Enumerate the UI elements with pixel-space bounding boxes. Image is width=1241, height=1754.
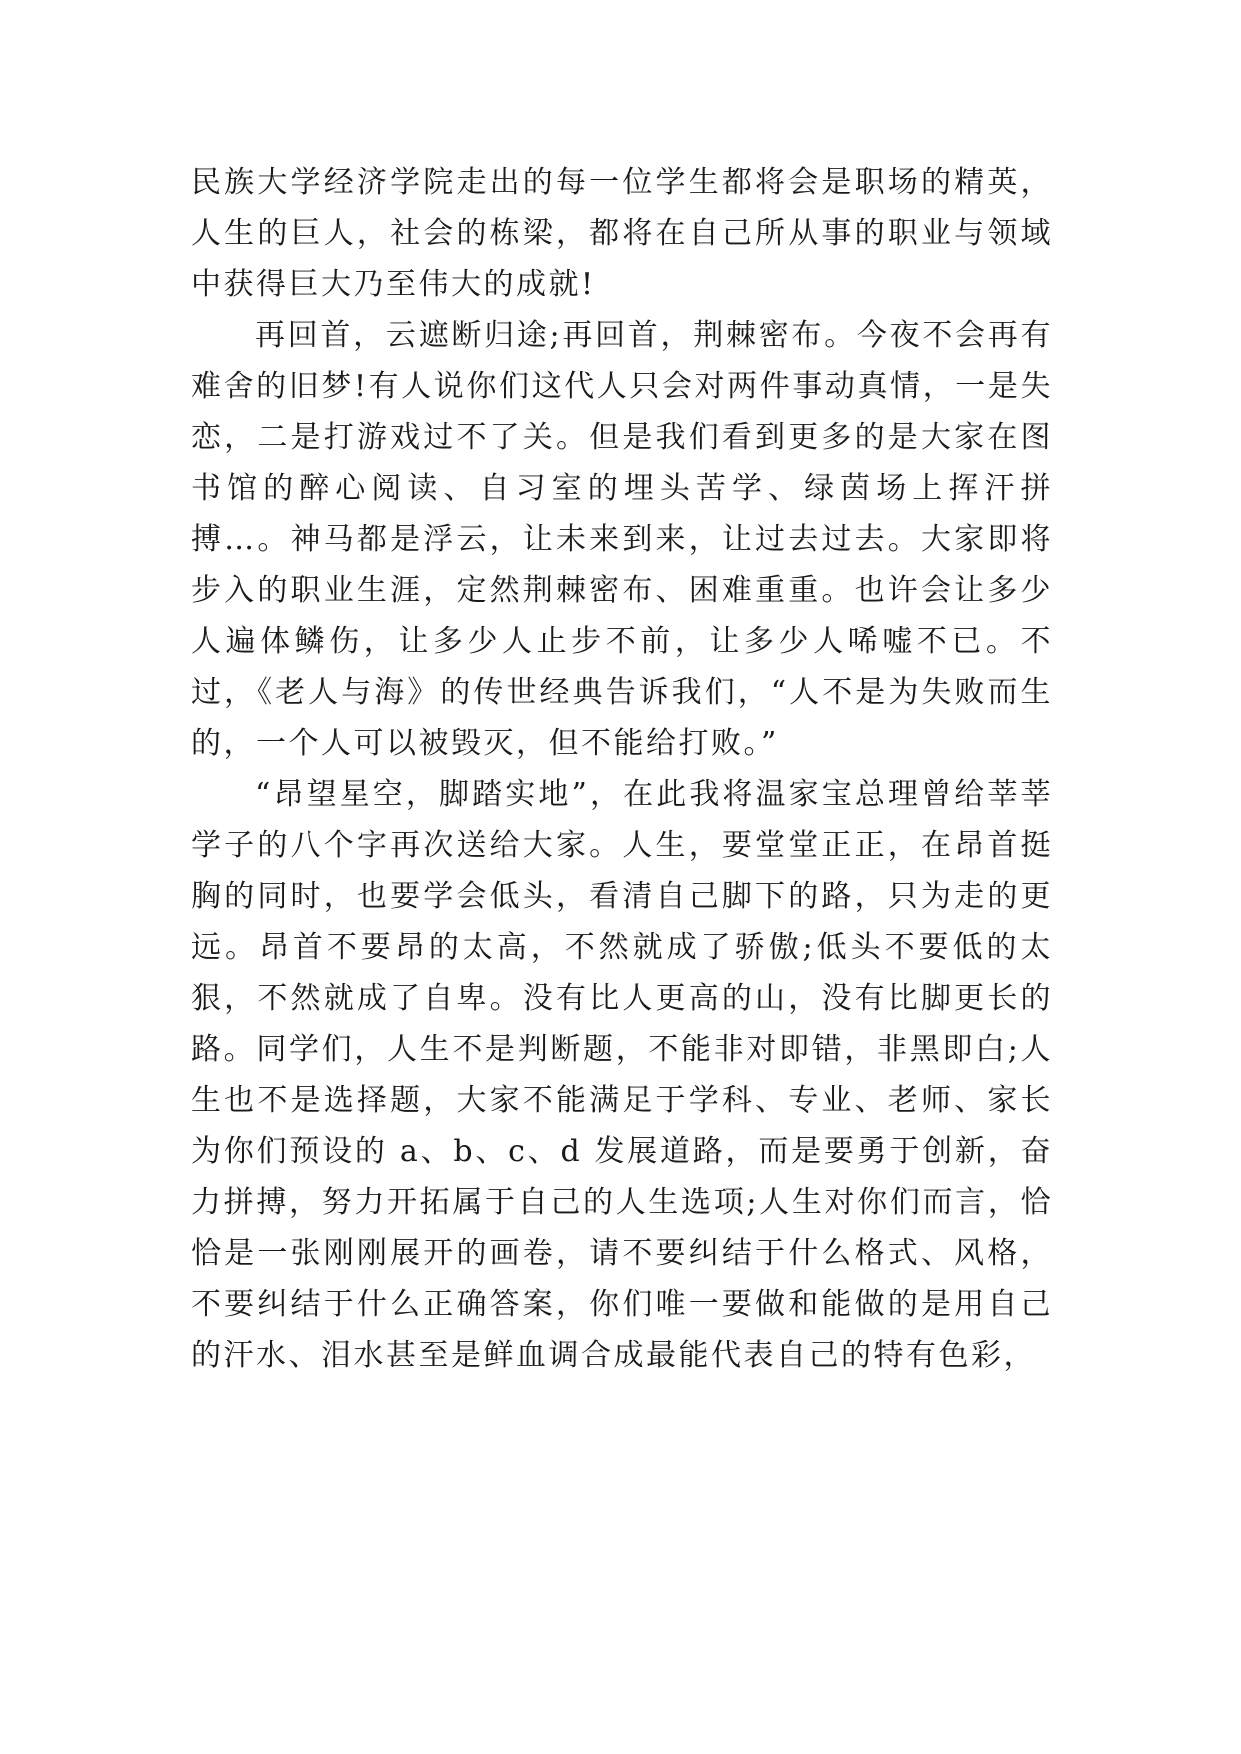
paragraph-3: “昂望星空，脚踏实地”，在此我将温家宝总理曾给莘莘学子的八个字再次送给大家。人生，要堂堂正正，在昂首挺胸的同时，也要学会低头，看清自己脚下的路，只为走的更远。昂首不要昂的太高，不然就成了骄傲;低头不要低的太狠，不然就成了自卑。没有比人更高的山，没有比脚更长的路。同学们，人生不是判断题，不能非对即错，非黑即白;人生也不是选择题，大家不能满足于学科、专业、老师、家长为你们预设的 a、b、c、d 发展道路，而是要勇于创新，奋力拼搏，努力开拓属于自己的人生选项;人生对你们而言，恰恰是一张刚刚展开的画卷，请不要纠结于什么格式、风格，不要纠结于什么正确答案，你们唯一要做和能做的是用自己的汗水、泪水甚至是鲜血调合成最能代表自己的特有色彩， [191,777,1053,1373]
paragraph-1: 民族大学经济学院走出的每一位学生都将会是职场的精英，人生的巨人，社会的栋梁，都将在自己所从事的职业与领域中获得巨大乃至伟大的成就! [191,165,1053,302]
document-page [191,157,1053,1381]
paragraph-2: 再回首，云遮断归途;再回首，荆棘密布。今夜不会再有难舍的旧梦!有人说你们这代人只会对两件事动真情，一是失恋，二是打游戏过不了关。但是我们看到更多的是大家在图书馆的醉心阅读、自习室的埋头苦学、绿茵场上挥汗拼搏…。神马都是浮云，让未来到来，让过去过去。大家即将步入的职业生涯，定然荆棘密布、困难重重。也许会让多少人遍体鳞伤，让多少人止步不前，让多少人唏嘘不已。不过，《老人与海》的传世经典告诉我们，“人不是为失败而生的，一个人可以被毁灭，但不能给打败。” [191,318,1053,761]
